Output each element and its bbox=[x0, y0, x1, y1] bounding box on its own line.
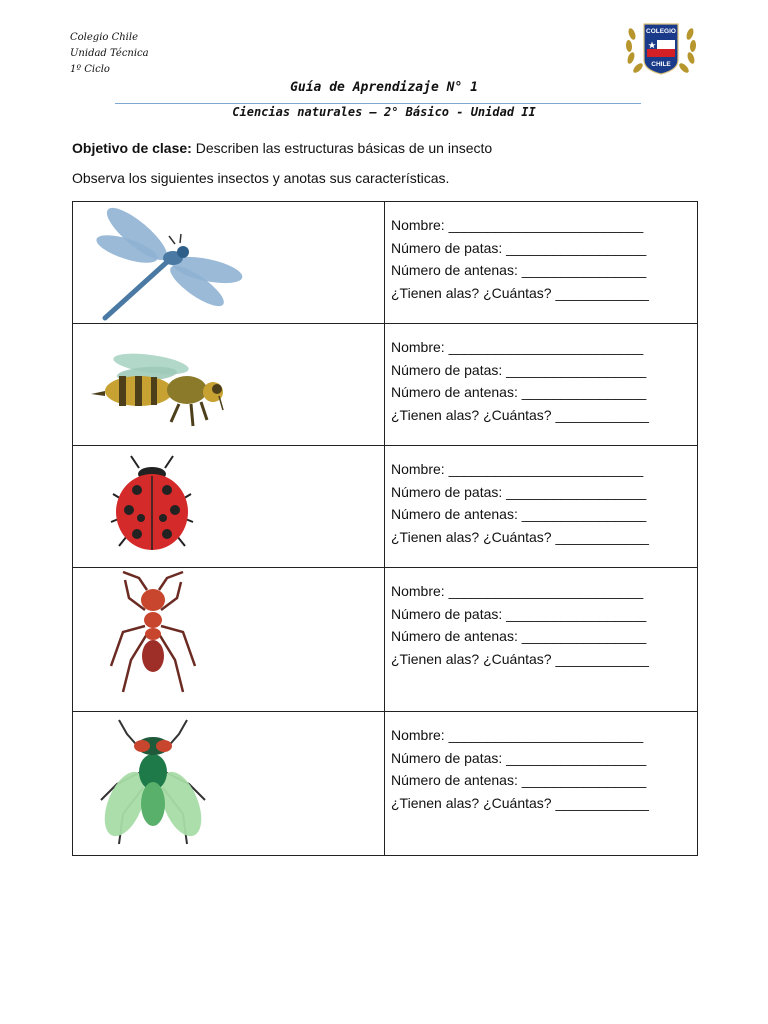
legs-field[interactable]: Número de patas: __________________ bbox=[391, 239, 647, 256]
insect-image-cell bbox=[73, 712, 385, 856]
table-row bbox=[73, 324, 698, 446]
fly-icon bbox=[79, 714, 249, 854]
name-field[interactable]: Nombre: _________________________ bbox=[391, 217, 644, 233]
insect-image-cell bbox=[73, 446, 385, 568]
insect-table bbox=[72, 201, 698, 856]
table-row bbox=[73, 568, 698, 712]
antennae-field[interactable]: Número de antenas: ________________ bbox=[391, 262, 647, 279]
ladybug-icon bbox=[79, 448, 249, 566]
page-subtitle: Ciencias naturales – 2° Básico - Unidad II bbox=[232, 105, 536, 119]
table-row bbox=[73, 712, 698, 856]
class-objective bbox=[72, 140, 492, 156]
insect-fields-cell[interactable] bbox=[385, 202, 698, 324]
table-row bbox=[73, 446, 698, 568]
wings-field[interactable]: ¿Tienen alas? ¿Cuántas? ____________ bbox=[391, 528, 649, 545]
insect-fields-cell[interactable] bbox=[385, 324, 698, 446]
objective-text: Describen las estructuras básicas de un insecto bbox=[191, 140, 493, 156]
school-info bbox=[70, 30, 149, 78]
antennae-field[interactable]: Número de antenas: ________________ bbox=[391, 384, 647, 401]
dragonfly-icon bbox=[79, 204, 249, 322]
legs-field[interactable]: Número de patas: __________________ bbox=[391, 483, 647, 500]
bee-icon bbox=[79, 326, 249, 444]
legs-field[interactable]: Número de patas: __________________ bbox=[391, 749, 647, 766]
ant-icon bbox=[79, 570, 249, 708]
page-title: Guía de Aprendizaje N° 1 bbox=[290, 80, 478, 95]
wings-field[interactable]: ¿Tienen alas? ¿Cuántas? ____________ bbox=[391, 650, 649, 667]
wings-field[interactable]: ¿Tienen alas? ¿Cuántas? ____________ bbox=[391, 794, 649, 811]
insect-fields-cell[interactable] bbox=[385, 446, 698, 568]
name-field[interactable]: Nombre: _________________________ bbox=[391, 727, 644, 743]
name-field[interactable]: Nombre: _________________________ bbox=[391, 461, 644, 477]
name-field[interactable]: Nombre: _________________________ bbox=[391, 583, 644, 599]
wings-field[interactable]: ¿Tienen alas? ¿Cuántas? ____________ bbox=[391, 284, 649, 301]
logo-text-top: COLEGIO bbox=[646, 28, 676, 35]
school-name: Colegio Chile bbox=[70, 32, 138, 43]
insect-image-cell bbox=[73, 202, 385, 324]
insect-image-cell bbox=[73, 324, 385, 446]
logo-text-bottom: CHILE bbox=[651, 61, 671, 68]
legs-field[interactable]: Número de patas: __________________ bbox=[391, 361, 647, 378]
wings-field[interactable]: ¿Tienen alas? ¿Cuántas? ____________ bbox=[391, 406, 649, 423]
antennae-field[interactable]: Número de antenas: ________________ bbox=[391, 772, 647, 789]
name-field[interactable]: Nombre: _________________________ bbox=[391, 339, 644, 355]
laurel-left-icon bbox=[625, 27, 644, 74]
antennae-field[interactable]: Número de antenas: ________________ bbox=[391, 506, 647, 523]
table-row bbox=[73, 202, 698, 324]
school-crest-logo bbox=[622, 20, 700, 80]
insect-fields-cell[interactable] bbox=[385, 568, 698, 712]
objective-label: Objetivo de clase: bbox=[72, 140, 192, 156]
insect-fields-cell[interactable] bbox=[385, 712, 698, 856]
insect-image-cell bbox=[73, 568, 385, 712]
antennae-field[interactable]: Número de antenas: ________________ bbox=[391, 628, 647, 645]
school-cycle: 1º Ciclo bbox=[70, 64, 110, 75]
instruction-text: Observa los siguientes insectos y anotas sus características. bbox=[72, 170, 450, 186]
legs-field[interactable]: Número de patas: __________________ bbox=[391, 605, 647, 622]
school-unit: Unidad Técnica bbox=[70, 48, 149, 59]
laurel-right-icon bbox=[678, 27, 697, 74]
title-divider bbox=[115, 103, 641, 104]
